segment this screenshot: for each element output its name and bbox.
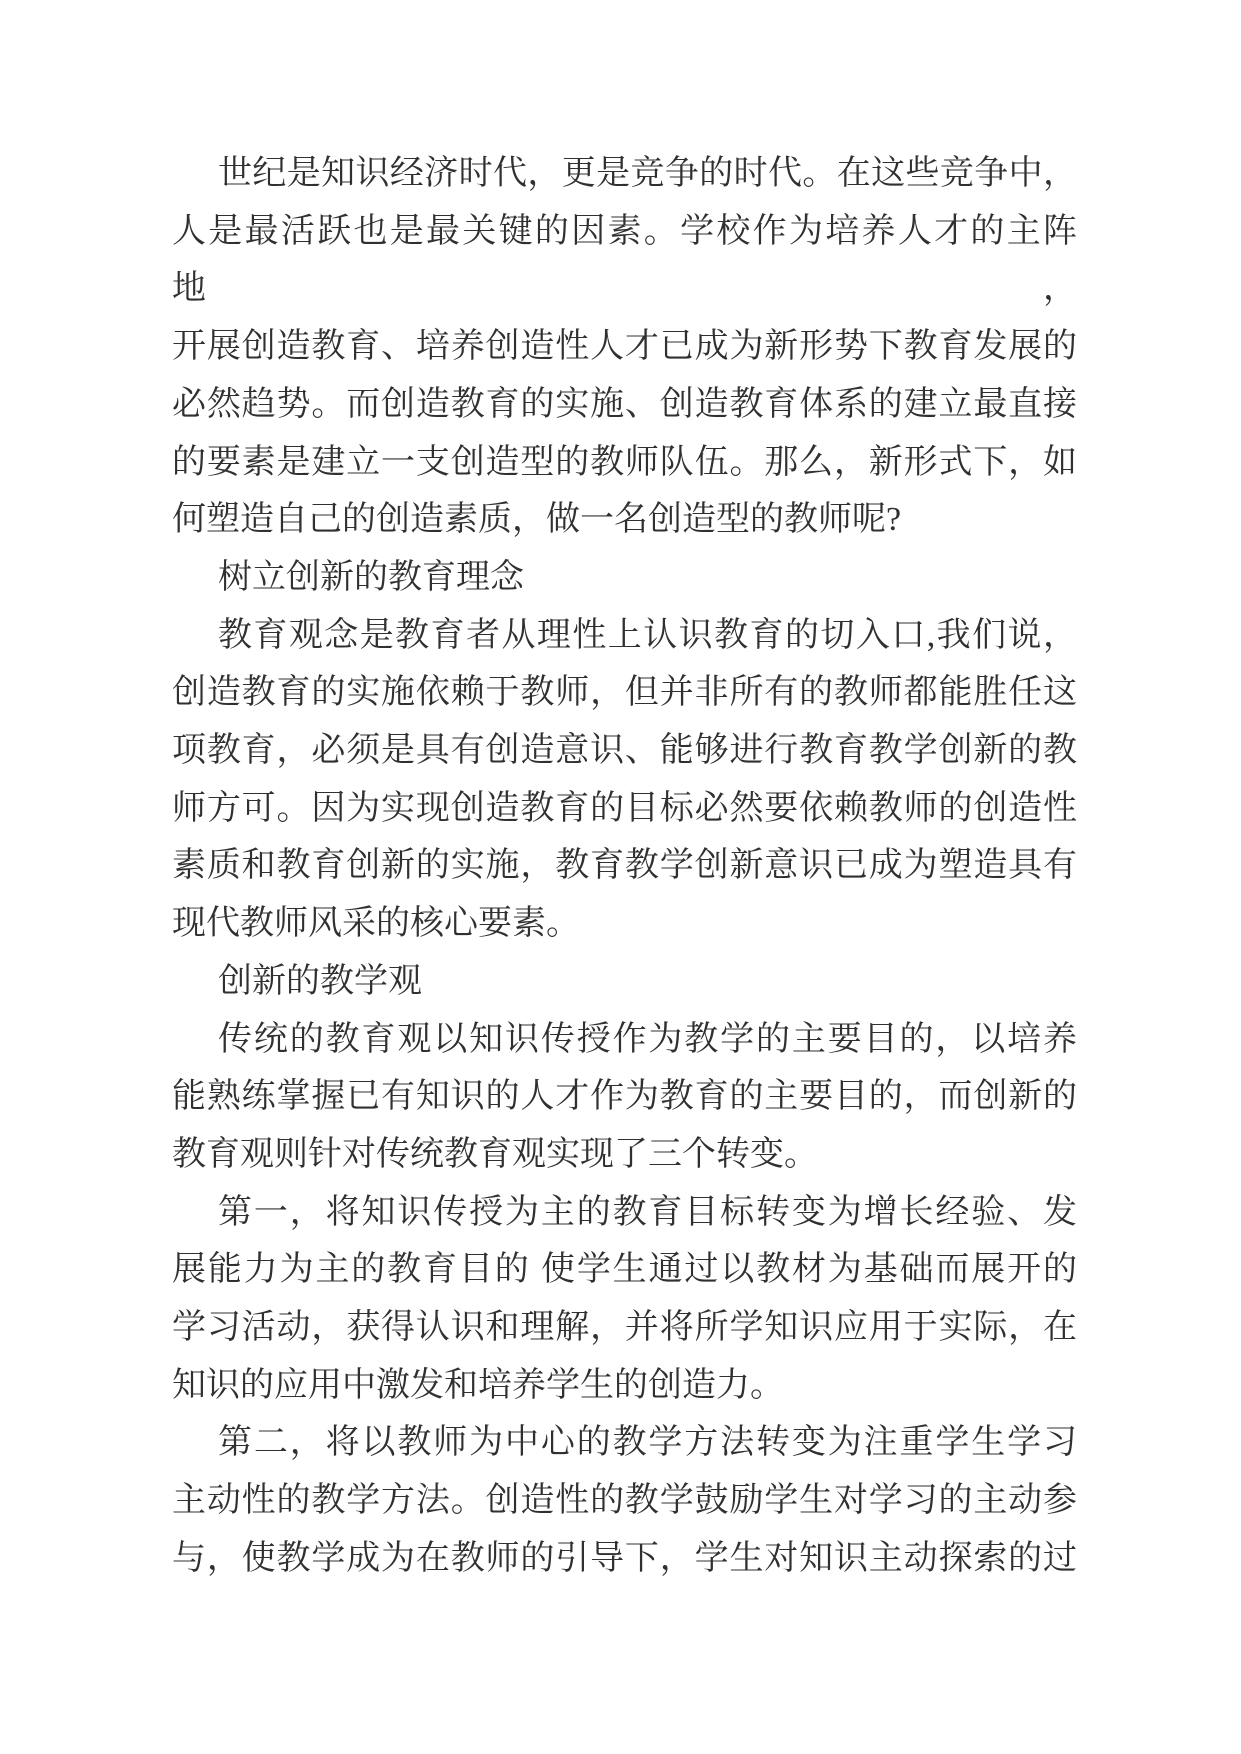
text-line: 世纪是知识经济时代，更是竞争的时代。在这些竞争中， bbox=[218, 155, 1077, 192]
paragraph bbox=[172, 1414, 1077, 1587]
text-line: 必然趋势。而创造教育的实施、创造教育体系的建立最直接 bbox=[172, 385, 1077, 423]
text-line: 现代教师风采的核心要素。 bbox=[172, 905, 580, 943]
text-line: 的要素是建立一支创造型的教师队伍。那么，新形式下，如 bbox=[172, 443, 1077, 481]
text-line: 开展创造教育、培养创造性人才已成为新形势下教育发展的 bbox=[172, 328, 1077, 366]
paragraph bbox=[172, 145, 1077, 549]
text-line: 学习活动，获得认识和理解，并将所学知识应用于实际，在 bbox=[172, 1309, 1077, 1347]
paragraph bbox=[172, 607, 1077, 953]
document-content bbox=[172, 145, 1077, 1588]
text-line: 树立创新的教育理念 bbox=[218, 558, 524, 596]
text-line: 传统的教育观以知识传授作为教学的主要目的，以培养 bbox=[218, 1020, 1077, 1058]
text-line: 与，使教学成为在教师的引导下，学生对知识主动探索的过 bbox=[172, 1539, 1077, 1577]
text-line: 素质和教育创新的实施，教育教学创新意识已成为塑造具有 bbox=[172, 847, 1077, 885]
text-line: 教育观念是教育者从理性上认识教育的切入口,我们说， bbox=[218, 616, 1077, 654]
text-line: 第一，将知识传授为主的教育目标转变为增长经验、发 bbox=[218, 1193, 1077, 1231]
text-line: 创造教育的实施依赖于教师，但并非所有的教师都能胜任这 bbox=[172, 674, 1077, 712]
text-line: 项教育，必须是具有创造意识、能够进行教育教学创新的教 bbox=[172, 732, 1077, 770]
text-line: 知识的应用中激发和培养学生的创造力。 bbox=[172, 1366, 784, 1404]
text-line: 教育观则针对传统教育观实现了三个转变。 bbox=[172, 1135, 818, 1173]
section-heading bbox=[172, 549, 1077, 607]
paragraph bbox=[172, 1011, 1077, 1184]
section-heading bbox=[172, 953, 1077, 1011]
text-line: 何塑造自己的创造素质，做一名创造型的教师呢? bbox=[172, 501, 902, 539]
text-line: 人是最活跃也是最关键的因素。学校作为培养人才的主阵地， bbox=[172, 212, 1077, 308]
text-line: 主动性的教学方法。创造性的教学鼓励学生对学习的主动参 bbox=[172, 1482, 1077, 1520]
paragraph bbox=[172, 1184, 1077, 1415]
text-line: 能熟练掌握已有知识的人才作为教育的主要目的，而创新的 bbox=[172, 1078, 1077, 1116]
text-line: 展能力为主的教育目的 使学生通过以教材为基础而展开的 bbox=[172, 1251, 1077, 1289]
text-line: 第二，将以教师为中心的教学方法转变为注重学生学习 bbox=[218, 1424, 1077, 1462]
text-line: 师方可。因为实现创造教育的目标必然要依赖教师的创造性 bbox=[172, 789, 1077, 827]
text-line: 创新的教学观 bbox=[218, 962, 422, 1000]
